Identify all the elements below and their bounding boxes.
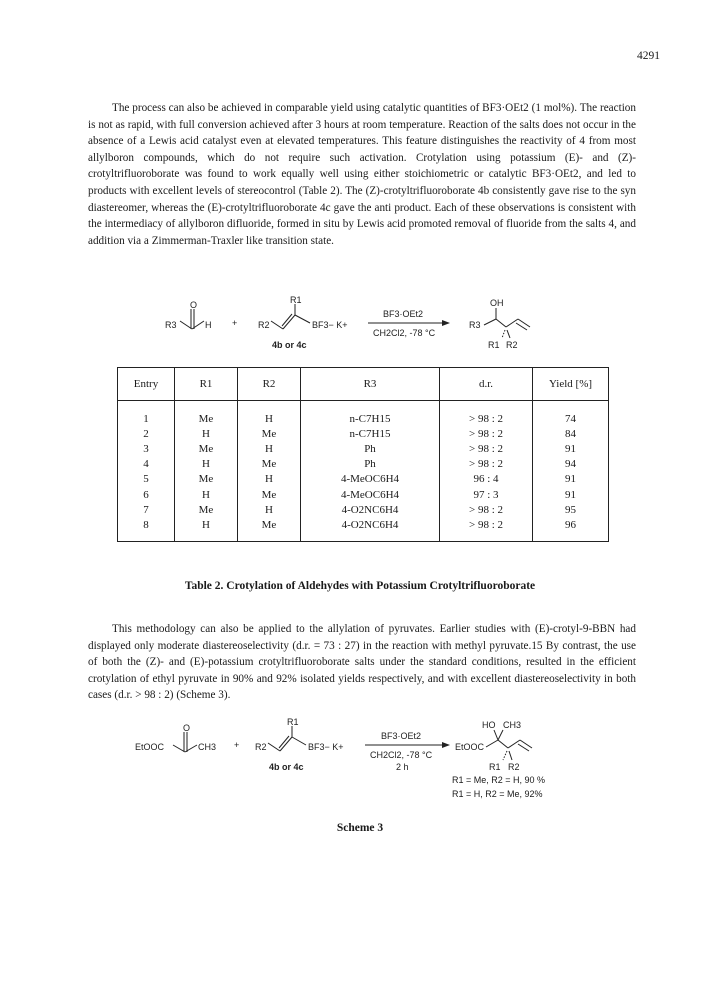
scheme1-reagent: BF3·OEt2: [383, 309, 424, 319]
scheme3-result-2: R1 = H, R2 = Me, 92%: [452, 789, 543, 799]
cell-entry: 2: [118, 426, 175, 441]
cell-entry: 6: [118, 487, 175, 502]
cell-r2: H: [238, 441, 301, 456]
scheme3-salt-label: 4b or 4c: [269, 762, 304, 772]
scheme3-product-r2: R2: [508, 762, 520, 772]
cell-r1: Me: [175, 401, 238, 427]
scheme1-product-r2: R2: [506, 340, 518, 350]
scheme3-salt-r1: R1: [287, 718, 299, 727]
table-2: [117, 367, 609, 542]
scheme1-conditions: CH2Cl2, -78 °C: [373, 328, 436, 338]
scheme3-pyruvate-ch3: CH3: [198, 742, 217, 752]
cell-dr: > 98 : 2: [440, 401, 533, 427]
header-r2: R2: [238, 368, 301, 401]
paragraph-2: [88, 621, 636, 704]
scheme1-salt-bf3k: BF3− K+: [312, 320, 348, 330]
scheme3-conditions: CH2Cl2, -78 °C: [370, 750, 433, 760]
cell-r3: 4-MeOC6H4: [301, 487, 440, 502]
cell-yield: 91: [565, 488, 576, 501]
header-r1: R1: [175, 368, 238, 401]
scheme1-salt-r1: R1: [290, 296, 302, 305]
cell-yield: 91: [565, 473, 576, 486]
scheme3-product-r1: R1: [489, 762, 501, 772]
cell-entry: 7: [118, 502, 175, 517]
table-caption: Table 2. Crotylation of Aldehydes with Potassium Crotyltrifluoroborate: [184, 580, 536, 592]
cell-r1: H: [175, 517, 238, 541]
header-dr: d.r.: [440, 368, 533, 401]
cell-r1: H: [175, 457, 238, 472]
cell-dr: > 98 : 2: [440, 441, 533, 456]
scheme3-product-ch3: CH3: [503, 720, 522, 730]
table-row: [118, 502, 609, 517]
cell-r3: n-C7H15: [301, 426, 440, 441]
cell-r2: H: [238, 401, 301, 427]
cell-entry: 4: [118, 457, 175, 472]
scheme1-aldehyde-h: H: [205, 320, 212, 330]
cell-r3: 4-MeOC6H4: [301, 472, 440, 487]
scheme-caption: Scheme 3: [336, 822, 384, 834]
cell-yield: 94: [565, 458, 576, 471]
scheme1-product-r1: R1: [488, 340, 500, 350]
scheme1-salt-label: 4b or 4c: [272, 340, 307, 350]
table-row: [118, 401, 609, 427]
scheme3-pyruvate-o: O: [183, 723, 191, 733]
scheme3-salt-bf3k: BF3− K+: [308, 742, 344, 752]
cell-r3: 4-O2NC6H4: [301, 517, 440, 541]
cell-r2: Me: [238, 517, 301, 541]
cell-dr: 97 : 3: [440, 487, 533, 502]
cell-dr: > 98 : 2: [440, 517, 533, 541]
scheme3-result-1: R1 = Me, R2 = H, 90 %: [452, 775, 546, 785]
scheme3-product-etooc: EtOOC: [455, 742, 485, 752]
table-row: [118, 517, 609, 541]
cell-yield: 95: [565, 503, 576, 516]
scheme1-salt-r2: R2: [258, 320, 270, 330]
scheme1-product-oh: OH: [490, 298, 504, 308]
header-r3: R3: [301, 368, 440, 401]
cell-entry: 8: [118, 517, 175, 541]
scheme-1: [160, 296, 580, 358]
cell-entry: 5: [118, 472, 175, 487]
paragraph-2-text: This methodology can also be applied to the allylation of pyruvates. Earlier studies with (E)-crotyl-9-BBN had displayed only moderate diastereoselectivity (d.r. = 73 : 27) in the reaction with methyl pyruvate.15 By contrast, the use of both the (Z)- and (E)-potassium crotyltrifluoroborate salts under the standard conditions, resulted in the efficient crotylation of ethyl pyruvate in 90% and 92% isolated yields respectively, and with excellent diastereoselectivity in both cases (d.r. > 98 : 2) (Scheme 3).: [88, 623, 636, 702]
cell-r3: Ph: [301, 441, 440, 456]
table-row: [118, 487, 609, 502]
table-row: [118, 457, 609, 472]
page-number: 4291: [637, 50, 660, 62]
scheme3-salt-r2: R2: [255, 742, 267, 752]
scheme1-plus: +: [232, 318, 238, 328]
scheme3-plus: +: [234, 740, 240, 750]
cell-entry: 1: [118, 401, 175, 427]
paragraph-1: [88, 100, 636, 249]
table-row: [118, 426, 609, 441]
cell-dr: > 98 : 2: [440, 502, 533, 517]
cell-r1: Me: [175, 441, 238, 456]
scheme1-product-r3: R3: [469, 320, 481, 330]
scheme3-pyruvate-etooc: EtOOC: [135, 742, 165, 752]
cell-dr: 96 : 4: [440, 472, 533, 487]
cell-yield: 84: [565, 427, 576, 440]
scheme1-aldehyde-o: O: [190, 300, 198, 310]
scheme3-product-ho: HO: [482, 720, 496, 730]
cell-r1: H: [175, 487, 238, 502]
table-row: [118, 441, 609, 456]
cell-yield: 74: [565, 412, 576, 425]
header-yield: Yield [%]: [533, 368, 609, 401]
cell-dr: > 98 : 2: [440, 426, 533, 441]
cell-r1: Me: [175, 472, 238, 487]
cell-r2: Me: [238, 426, 301, 441]
cell-r1: Me: [175, 502, 238, 517]
cell-r2: H: [238, 472, 301, 487]
cell-r3: 4-O2NC6H4: [301, 502, 440, 517]
table-header-row: [118, 368, 609, 401]
cell-r2: H: [238, 502, 301, 517]
cell-r2: Me: [238, 487, 301, 502]
cell-r3: Ph: [301, 457, 440, 472]
scheme3-time: 2 h: [396, 762, 409, 772]
scheme1-aldehyde-r3: R3: [165, 320, 177, 330]
cell-r2: Me: [238, 457, 301, 472]
cell-dr: > 98 : 2: [440, 457, 533, 472]
cell-yield: 96: [565, 518, 576, 531]
table-row: [118, 472, 609, 487]
cell-r3: n-C7H15: [301, 401, 440, 427]
cell-yield: 91: [565, 442, 576, 455]
header-entry: Entry: [118, 368, 175, 401]
scheme-3: [130, 718, 580, 782]
cell-entry: 3: [118, 441, 175, 456]
cell-r1: H: [175, 426, 238, 441]
scheme3-reagent: BF3·OEt2: [381, 731, 422, 741]
paragraph-1-text: The process can also be achieved in comparable yield using catalytic quantities of BF3·OEt2 (1 mol%). The reaction is not as rapid, with full conversion achieved after 3 hours at room temperature. Reaction of the salts does not occur in the absence of a Lewis acid catalyst even at elevated temperatures. This feature distinguishes the reactivity of 4 from most allylboron compounds, which do not require such activation. Crotylation using potassium (E)- and (Z)-crotyltrifluoroborate was found to work equally well using either stoichiometric or catalytic BF3·OEt2, and led to products with excellent levels of stereocontrol (Table 2). The (Z)-crotyltrifluoroborate 4b consistently gave rise to the syn diastereomer, whereas the (E)-crotyltrifluoroborate 4c gave the anti product. Each of these observations is consistent with the intermediacy of allylboron difluoride, formed in situ by Lewis acid promoted removal of fluoride from the salts 4, and addition via a Zimmerman-Traxler like transition state.: [88, 102, 636, 247]
